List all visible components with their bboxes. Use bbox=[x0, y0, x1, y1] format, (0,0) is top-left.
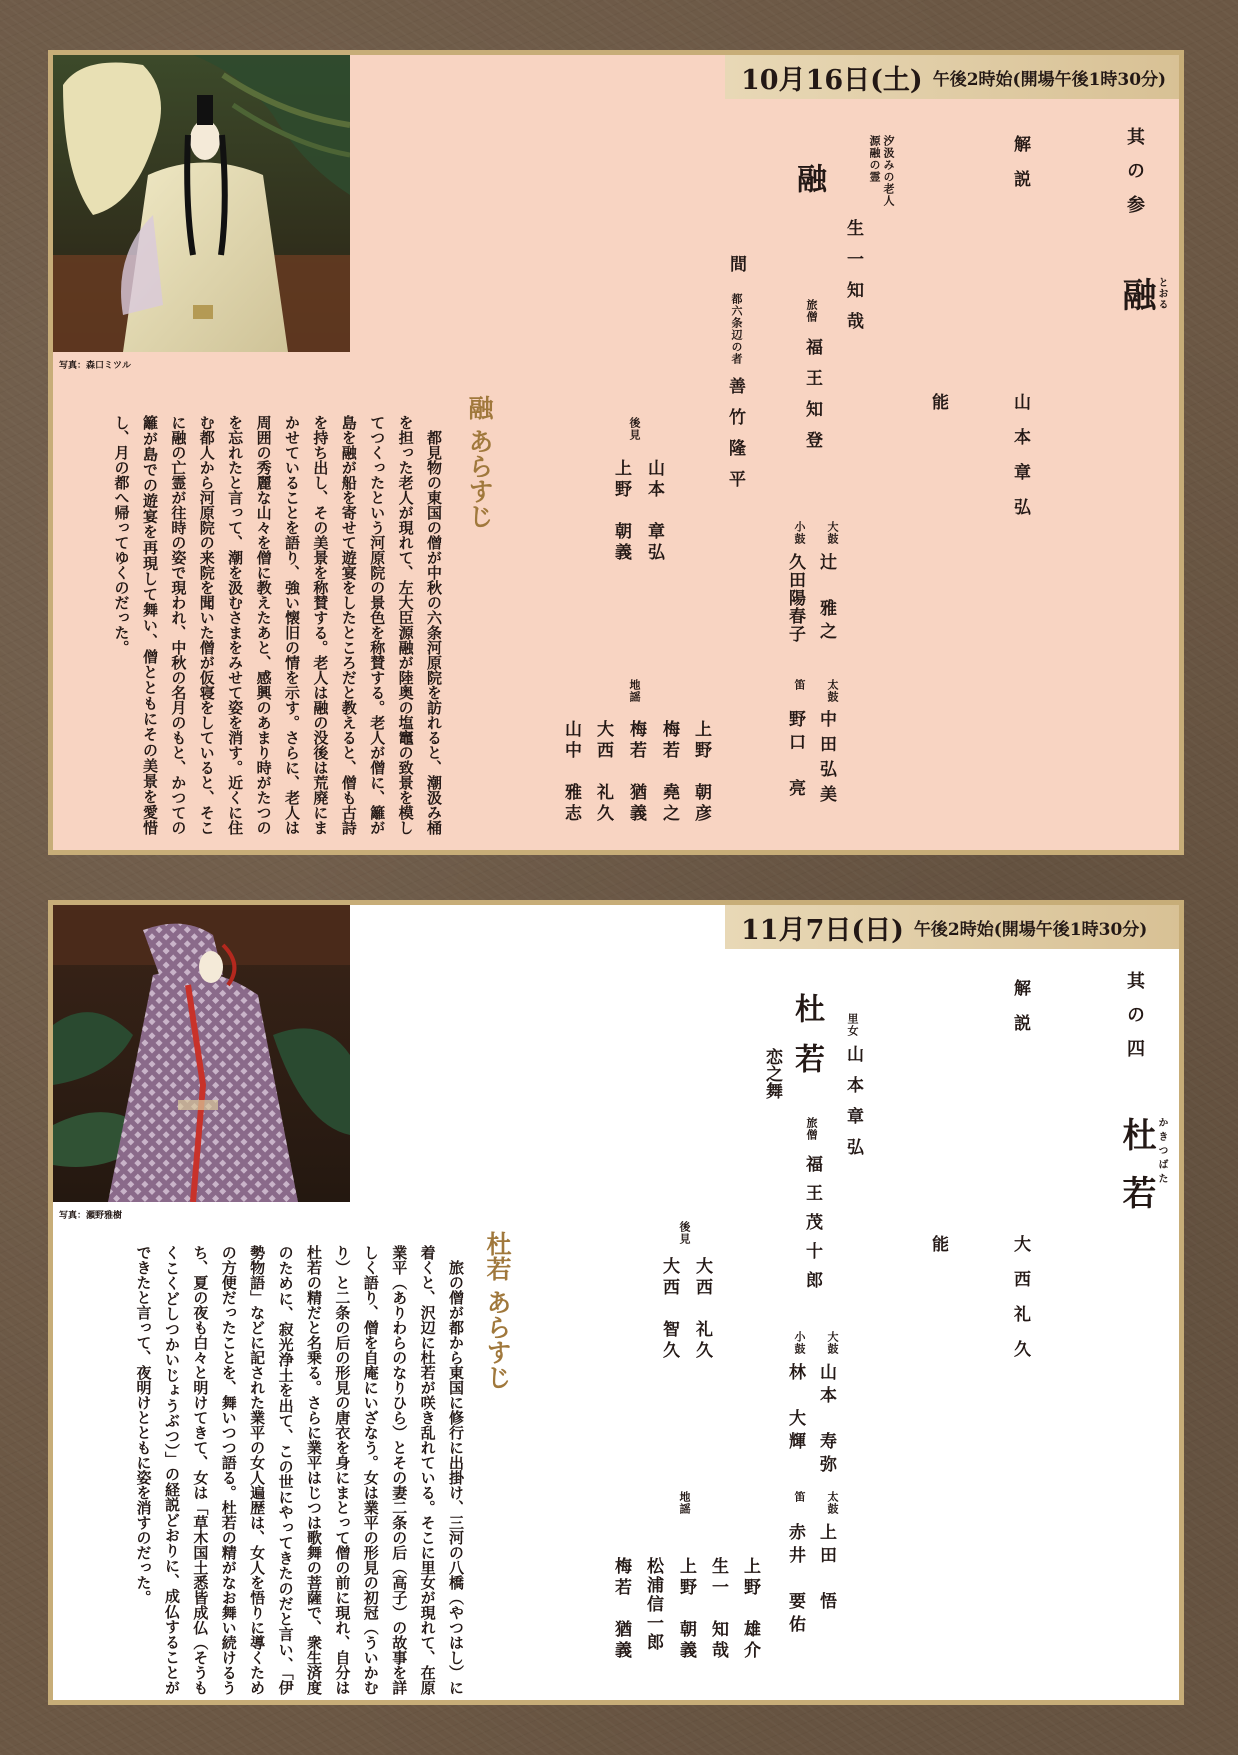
koken-label: 後見 bbox=[678, 1221, 691, 1245]
ai-label: 間 bbox=[726, 255, 746, 272]
play-title: 融 bbox=[791, 163, 826, 193]
ai-name: 善竹隆平 bbox=[725, 377, 745, 501]
taiko-label: 太鼓 bbox=[826, 679, 839, 703]
jiutai-1: 上野 朝彦 bbox=[691, 720, 711, 825]
koken-2: 上野 朝義 bbox=[611, 459, 631, 564]
shite-name: 山本章弘 bbox=[843, 1045, 863, 1169]
performance-photo bbox=[53, 905, 350, 1202]
jiutai-4: 松浦信一郎 bbox=[643, 1557, 663, 1652]
fue-label: 笛 bbox=[793, 679, 806, 691]
play-title: 杜若 bbox=[789, 993, 824, 1093]
kotsuzumi-name: 林 大輝 bbox=[785, 1363, 805, 1455]
otsuzumi-label: 大鼓 bbox=[826, 521, 839, 545]
photo-credit: 写真：森口ミツル bbox=[59, 361, 132, 371]
program-title: 融 bbox=[1116, 277, 1156, 311]
jiutai-1: 上野 雄介 bbox=[740, 1557, 760, 1662]
koken-1: 大西 礼久 bbox=[692, 1257, 712, 1362]
play-subtitle: 恋之舞 bbox=[762, 1048, 782, 1099]
program-title: 杜若 bbox=[1116, 1117, 1156, 1233]
shite-role-2: 源融の霊 bbox=[868, 135, 881, 183]
jiutai-2: 生一 知哉 bbox=[708, 1557, 728, 1662]
program-number: 其の四 bbox=[1124, 971, 1145, 1073]
date-main: 10月16日(土) bbox=[741, 64, 923, 96]
shite-role: 里女 bbox=[846, 1013, 859, 1037]
photo-credit: 写真：瀬野雅樹 bbox=[59, 1211, 123, 1221]
taiko-name: 上田 悟 bbox=[816, 1523, 836, 1615]
start-time: 午後2時始(開場午後1時30分) bbox=[932, 69, 1167, 90]
kotsuzumi-label: 小鼓 bbox=[793, 521, 806, 545]
waki-role: 旅僧 bbox=[805, 299, 818, 323]
title-ruby: かきつばた bbox=[1156, 1117, 1167, 1187]
jiutai-5: 山中 雅志 bbox=[561, 720, 581, 825]
waki-name: 福王知登 bbox=[802, 338, 822, 462]
shite-name: 生一知哉 bbox=[843, 219, 863, 343]
synopsis-text: 旅の僧が都から東国に修行に出掛け、三河の八橋（やつはし）に着くと、沢辺に杜若が咲き乱れている。そこに里女が現れて、在原業平（ありわらのなりひら）とその妻二条の后（高子）の故事を詳しく語り、僧を自庵にいざなう。女は業平の形見の初冠（ういかむり）と二条の后の形見の唐衣を身にまとって僧の前に現れ、自分は杜若の精だと名乗る。さらに業平はじつは歌舞の菩薩で、衆生済度のために、寂光浄土を出て、この世にやってきたのだと言い、「伊勢物語」などに記された業平の女人遍歴は、女人を悟りに導くための方便だったことを、舞いつつ語る。杜若の精がなお舞い続けるうち、夏の夜も白々と明けてきて、女は「草木国土悉皆成仏（そうもくこくどしつかいじょうぶつ）」の経説どおりに、成仏することができたと言って、夜明けとともに姿を消すのだった。 bbox=[134, 1245, 465, 1695]
program-panel-1 bbox=[48, 50, 1184, 855]
kaisetsu-label: 解説 bbox=[1010, 135, 1030, 205]
start-time: 午後2時始(開場午後1時30分) bbox=[913, 919, 1148, 940]
jiutai-3: 上野 朝義 bbox=[676, 1557, 696, 1662]
synopsis-text: 都見物の東国の僧が中秋の六条河原院を訪れると、潮汲み桶を担った老人が現れて、左大臣源融が陸奥の塩竈の致景を模してつくったという河原院の景色を称賛する。老人が僧に、籬が島を融が船を寄せて遊宴をしたところだと教えると、僧も古詩を持ち出し、その美景を称賛する。老人は融の没後は荒廃にまかせていることを語り、強い懐旧の情を示す。さらに、老人は周囲の秀麗な山々を僧に教えたあと、感興のあまり時がたつのを忘れたと言って、潮を汲むさまをみせて姿を消す。近くに住む都人から河原院の来院を聞いた僧が仮寝をしていると、そこに融の亡霊が往時の姿で現われ、中秋の名月のもと、かつての籬が島での遊宴を再現して舞い、僧とともにその美景を愛惜し、月の都へ帰ってゆくのだった。 bbox=[112, 415, 443, 835]
jiutai-2: 梅若 堯之 bbox=[659, 720, 679, 825]
title-ruby: とおる bbox=[1156, 277, 1167, 310]
shite-role-1: 汐汲みの老人 bbox=[882, 135, 895, 207]
synopsis-heading: 融 あらすじ bbox=[465, 395, 494, 529]
taiko-label: 太鼓 bbox=[826, 1491, 839, 1515]
otsuzumi-label: 大鼓 bbox=[826, 1331, 839, 1355]
date-bar bbox=[725, 55, 1179, 99]
koken-label: 後見 bbox=[628, 417, 641, 441]
noh-label: 能 bbox=[928, 1235, 948, 1252]
jiutai-5: 梅若 猶義 bbox=[611, 1557, 631, 1662]
jiutai-label: 地謡 bbox=[628, 679, 641, 703]
kotsuzumi-name: 久田陽春子 bbox=[785, 553, 805, 643]
ai-role: 都六条辺の者 bbox=[730, 293, 743, 365]
fue-name: 野口 亮 bbox=[785, 710, 805, 802]
koken-1: 山本 章弘 bbox=[644, 459, 664, 564]
synopsis-heading: 杜若 あらすじ bbox=[483, 1231, 512, 1390]
waki-name: 福王茂十郎 bbox=[802, 1155, 822, 1300]
fue-name: 赤井 要佑 bbox=[785, 1523, 805, 1638]
koken-2: 大西 智久 bbox=[659, 1257, 679, 1362]
taiko-name: 中田弘美 bbox=[816, 710, 836, 810]
program-number: 其の参 bbox=[1124, 127, 1145, 229]
otsuzumi-name: 山本 寿弥 bbox=[816, 1363, 836, 1478]
fue-label: 笛 bbox=[793, 1491, 806, 1503]
otsuzumi-name: 辻 雅之 bbox=[816, 553, 836, 645]
kaisetsu-label: 解説 bbox=[1010, 979, 1030, 1049]
noh-label: 能 bbox=[928, 393, 948, 410]
jiutai-3: 梅若 猶義 bbox=[626, 720, 646, 825]
date-main: 11月7日(日) bbox=[741, 914, 904, 946]
kaisetsu-name: 大西礼久 bbox=[1010, 1235, 1030, 1375]
performance-photo bbox=[53, 55, 350, 352]
waki-role: 旅僧 bbox=[805, 1117, 818, 1141]
kaisetsu-name: 山本章弘 bbox=[1010, 393, 1030, 533]
kotsuzumi-label: 小鼓 bbox=[793, 1331, 806, 1355]
jiutai-4: 大西 礼久 bbox=[593, 720, 613, 825]
program-panel-2 bbox=[48, 900, 1184, 1705]
jiutai-label: 地謡 bbox=[678, 1491, 691, 1515]
date-bar bbox=[725, 905, 1179, 949]
